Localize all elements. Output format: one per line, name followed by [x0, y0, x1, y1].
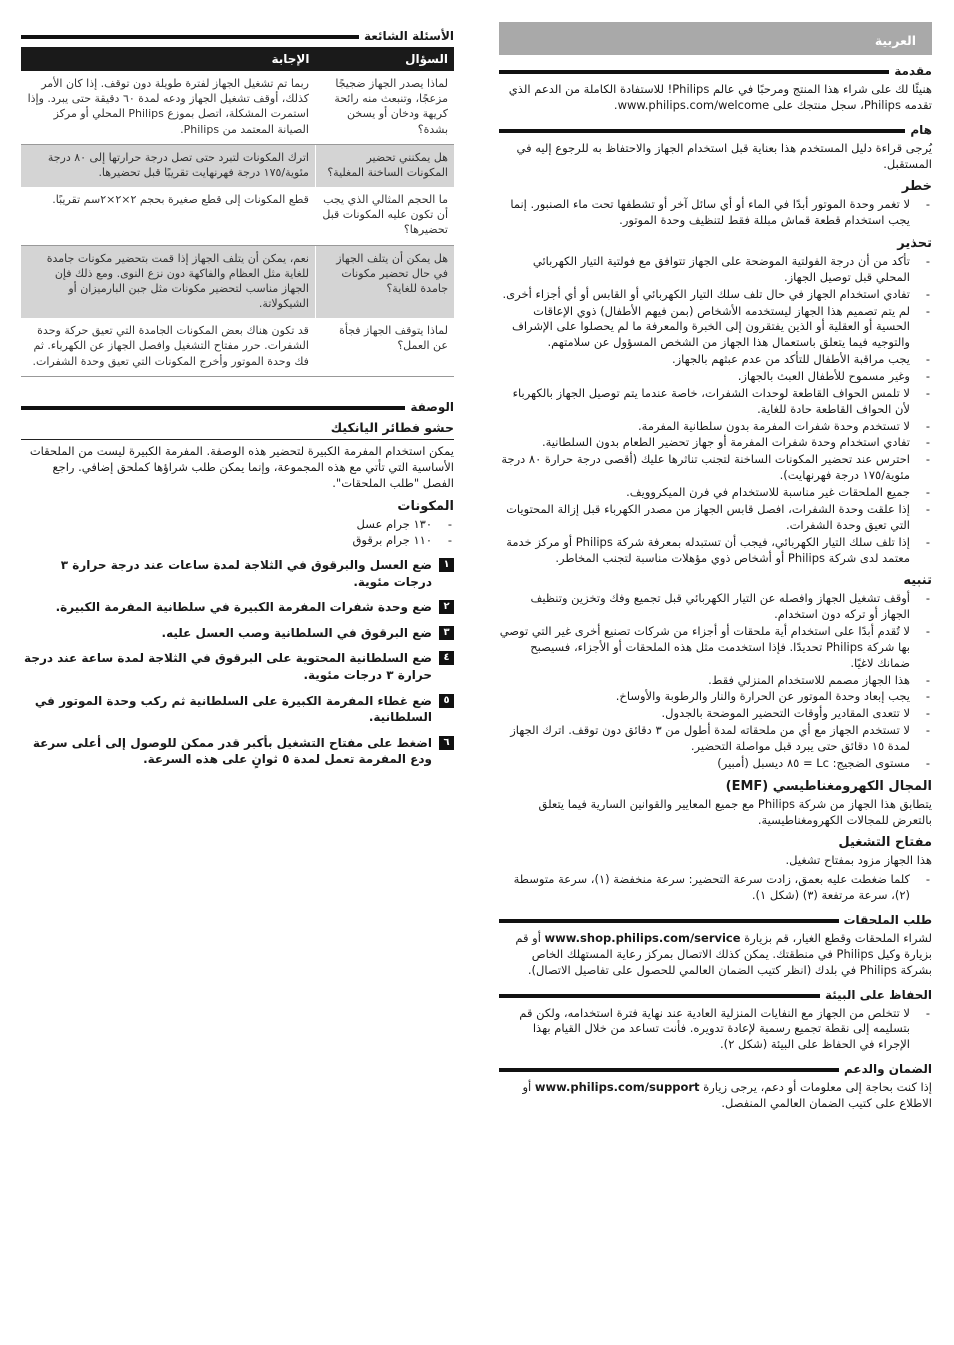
- table-row: [21, 71, 454, 144]
- list-item: - لم يتم تصميم هذا الجهاز ليستخدمه الأشخاص (بمن فيهم الأطفال) ذوي الإعاقات الحسية أو العقلية أو الذين يفتقرون إلى الخبرة والمعرفة ما لم يحصلوا على الإشراف والتوجيه فيما يتعلق باستعمال هذا الجهاز من الشخص المسؤول عن سلامتهم.: [499, 304, 932, 352]
- danger-list: [499, 197, 932, 229]
- list-item: - لا تلمس الحواف القاطعة لوحدات الشفرات، خاصة عندما يتم توصيل الجهاز بالكهرباء لأن الحواف القاطعة حادة للغاية.: [499, 386, 932, 418]
- table-row: [21, 245, 454, 318]
- section-title: الحفاظ على البيئة: [820, 987, 932, 1003]
- faq-question: هل يمكنني تحضير المكونات الساخنة المغلية؟: [315, 144, 454, 187]
- section-title: الأسئلة الشائعة: [359, 28, 454, 44]
- list-item: - لا تغمر وحدة الموتور أبدًا في الماء أو أي سائل آخر أو تشطفها تحت ماء الصنبور. إنما يجب استخدام قطعة قماش مبللة فقط لتنظيف وحدة الموتور.: [499, 197, 932, 229]
- emf-heading: المجال الكهرومغناطيسي (EMF): [725, 778, 932, 794]
- ingredients-heading: المكونات: [397, 498, 454, 514]
- list-item: - تفادي استخدام الجهاز في حال تلف سلك التيار الكهربائي أو القابس أو أي أجزاء أخرى.: [499, 287, 932, 303]
- danger-heading: خطر: [901, 179, 932, 195]
- faq-answer: نعم، يمكن أن يتلف الجهاز إذا قمت بتحضير مكونات جامدة للغاية مثل العظام والفاكهة دون نزع النوى. ومع ذلك فإن الجهاز مناسب لتحضير مكونات مثل جبن البارميزان أو الشيكولاتة.: [21, 245, 315, 318]
- list-item: - إذا تلف سلك التيار الكهربائي، فيجب أن تستبدله بمعرفة شركة Philips أو مركز خدمة معتمد لدى شركة Philips أو أشخاص ذوي مؤهلات مناسبة لتجنب المخاطر.: [499, 535, 932, 567]
- language-tab: العربية: [499, 22, 932, 55]
- warning-heading: تحذير: [897, 236, 932, 252]
- table-row: [21, 144, 454, 187]
- switch-heading: مفتاح التشغيل: [838, 835, 932, 851]
- list-item: - لا تتخلص من الجهاز مع النفايات المنزلية العادية عند نهاية فترة استخدامه، ولكن قم بتسليمه إلى نقطة تجميع رسمية لإعادة تدويره. فأنت تساعد من خلال القيام بهذا الإجراء في الحفاظ على البيئة (شكل ٢).: [499, 1006, 932, 1054]
- recipe-step: [21, 693, 454, 726]
- intro-text: هنيئًا لك على شراء هذا المنتج ومرحبًا في عالم Philips! للاستفادة الكاملة من الدعم الذي تقدمه Philips، سجل منتجك على www.philips.com/welcome.: [508, 82, 932, 112]
- faq-question: هل يمكن أن يتلف الجهاز في حال تحضير مكونات جامدة للغاية؟: [315, 245, 454, 318]
- list-item: - يجب مراقبة الأطفال للتأكد من عدم عبثهم بالجهاز.: [499, 352, 932, 368]
- list-item: - لا تتعدى المقادير وأوقات التحضير الموضحة بالجدول.: [499, 706, 932, 722]
- section-title: مقدمة: [889, 63, 932, 79]
- section-important-header: [499, 122, 932, 138]
- list-item: - لا تُقدم أبدًا على استخدام أية ملحقات أو أجزاء من شركات تصنيع أخرى غير التي توصي بها شركة Philips تحديدًا. فإذا استخدمت مثل هذه الملحقات أو الأجزاء، فسيصبح ضمانك لاغيًا.: [499, 624, 932, 672]
- step-number: ٣: [439, 626, 454, 640]
- section-title: الوصفة: [405, 399, 454, 415]
- list-item: - ١١٠ جرام برقوق: [21, 533, 454, 549]
- section-recipe-header: [21, 399, 454, 415]
- step-text: اضغط على مفتاح التشغيل بأكبر قدر ممكن للوصول إلى أعلى سرعة ودع المفرمة تعمل لمدة ٥ ثوانٍ على هذه السرعة.: [32, 735, 432, 767]
- list-item: - هذا الجهاز مصمم للاستخدام المنزلي فقط.: [499, 673, 932, 689]
- section-warranty-header: [499, 1061, 932, 1077]
- caution-list: [499, 591, 932, 771]
- list-item: - ١٣٠ جرام عسل: [21, 517, 454, 533]
- list-item: - كلما ضغطت عليه بعمق، زادت سرعة التحضير: سرعة منخفضة (١)، سرعة متوسطة (٢)، سرعة مرتفعة (٣) (شكل ١).: [499, 872, 932, 904]
- important-text: يُرجى قراءة دليل المستخدم هذا بعناية قبل استخدام الجهاز والاحتفاظ به للرجوع إليه في المستقبل.: [516, 140, 932, 171]
- section-title: طلب الملحقات: [839, 912, 933, 928]
- step-number: ٤: [439, 651, 454, 665]
- list-item: - لا تستخدم وحدة شفرات المفرمة بدون سلطانية المفرمة.: [499, 419, 932, 435]
- section-rule: [499, 70, 932, 74]
- list-item: - وغير مسموح للأطفال العبث بالجهاز.: [499, 369, 932, 385]
- step-number: ٦: [439, 736, 454, 750]
- faq-answer: قطع المكونات إلى قطع صغيرة بحجم ٢×٢×٢سم تقريبًا.: [21, 187, 315, 245]
- faq-answer: اترك المكونات لتبرد حتى تصل درجة حرارتها إلى ٨٠ درجة مئوية/١٧٥ درجة فهرنهايت تقريبًا قبل تحضيرها.: [21, 144, 315, 187]
- list-item: - تفادي استخدام وحدة شفرات المفرمة أو جهاز تحضير الطعام بدون السلطانية.: [499, 435, 932, 451]
- accessories-text-1: لشراء الملحقات وقطع الغيار، قم بزيارة: [744, 930, 932, 945]
- faq-header-row: [21, 47, 454, 71]
- warranty-text-2: أو الاطلاع على كتيب الضمان العالمي المنفصل.: [522, 1080, 932, 1110]
- warranty-text: [499, 1080, 932, 1112]
- table-row: [21, 318, 454, 376]
- faq-question: لماذا يتوقف الجهاز فجأة عن العمل؟: [315, 318, 454, 376]
- list-item: - يجب إبعاد وحدة الموتور عن الحرارة والنار والرطوبة والأوساخ.: [499, 689, 932, 705]
- list-item: - لا تستخدم الجهاز مع أي من ملحقاته لمدة أطول من ٣ دقائق دون توقف. اترك الجهاز لمدة ١٥ دقائق حتى يبرد قبل مواصلة التحضير.: [499, 723, 932, 755]
- switch-list: [499, 872, 932, 904]
- recipe-step: [21, 625, 454, 642]
- warranty-text-1: إذا كنت بحاجة إلى معلومات أو دعم، يرجى زيارة: [703, 1080, 932, 1095]
- faq-answer: قد تكون هناك بعض المكونات الجامدة التي تعيق حركة وحدة الشفرات. حرر مفتاح التشغيل وافصل الجهاز عن الكهرباء. ثم فك وحدة الموتور وأخرج المكونات التي تعيق وحدة الشفرات.: [21, 318, 315, 376]
- list-item: - تأكد من أن درجة الفولتية الموضحة على الجهاز تتوافق مع فولتية التيار الكهربائي المحلي قبل توصيل الجهاز.: [499, 254, 932, 286]
- step-text: ضع العسل والبرقوق في الثلاجة لمدة ساعات عند درجة حرارة ٣ درجات مئوية.: [60, 558, 432, 589]
- list-item: - إذا علقت وحدة الشفرات، افصل قابس الجهاز من مصدر الكهرباء قبل إزالة المحتويات التي تعيق وحدة الشفرات.: [499, 502, 932, 534]
- accessories-text-2: أو قم بزيارة وكيل Philips في منطقتك. يمكن كذلك الاتصال بمركز رعاية المستهلك الخاص بشركة Philips في بلدك (انظر كتيب الضمان العالمي للحصول على تفاصيل الاتصال).: [515, 930, 932, 977]
- step-text: ضع البرقوق في السلطانية وصب العسل عليه.: [161, 625, 432, 640]
- step-text: ضع السلطانية المحتوية على البرقوق في الثلاجة لمدة ساعة عند درجة حرارة ٣ درجات مئوية.: [24, 651, 432, 682]
- recipe-step: [21, 735, 454, 768]
- faq-col-answer: الإجابة: [21, 47, 315, 71]
- recipe-step: [21, 599, 454, 616]
- step-number: ١: [439, 558, 454, 572]
- right-column: [499, 22, 932, 1115]
- recipe-step: [21, 650, 454, 683]
- recipe-intro: يمكن استخدام المفرمة الكبيرة لتحضير هذه الوصفة. المفرمة الكبيرة ليست من الملحقات الأساسية التي تأتي مع هذه المجموعة، وإنما يمكن طلب شراؤها كملحق إضافي. راجع الفصل "طلب الملحقات".: [29, 444, 454, 490]
- section-accessories-header: [499, 912, 932, 928]
- section-title: الضمان والدعم: [839, 1061, 932, 1077]
- left-column: [21, 22, 454, 777]
- faq-question: ما الحجم المثالي الذي يجب أن تكون عليه المكونات قبل تحضيرها؟: [315, 187, 454, 245]
- faq-question: لماذا يصدر الجهاز ضجيجًا مزعجًا، وتنبعث منه رائحة كريهة ودخان أو يسخن بشدة؟: [315, 71, 454, 144]
- section-faq-header: [21, 28, 454, 44]
- recipe-name: حشو فطائر اليانكيك: [21, 419, 454, 440]
- recipe-step: [21, 557, 454, 590]
- switch-text: هذا الجهاز مزود بمفتاح تشغيل.: [785, 853, 932, 868]
- list-item: - أوقف تشغيل الجهاز وافصله عن التيار الكهربائي قبل تجميع وفك وتخزين وتنظيف الجهاز أو تركه دون استخدام.: [499, 591, 932, 623]
- table-row: [21, 187, 454, 245]
- section-rule: [499, 129, 932, 133]
- step-number: ٢: [439, 600, 454, 614]
- faq-table: [21, 47, 454, 377]
- step-number: ٥: [439, 694, 454, 708]
- ingredients-list: [21, 517, 454, 550]
- list-item: - جميع الملحقات غير مناسبة للاستخدام في فرن الميكروويف.: [499, 485, 932, 501]
- section-rule: [21, 406, 454, 410]
- faq-col-question: السؤال: [315, 47, 454, 71]
- faq-answer: ربما تم تشغيل الجهاز لفترة طويلة دون توقف. إذا كان الأمر كذلك، أوقف تشغيل الجهاز ودعه لمدة ٦٠ دقيقة حتى يبرد. وإذا استمرت المشكلة، اتصل بموزع Philips المحلي أو مركز الصيانة المعتمد من Philips.: [21, 71, 315, 144]
- section-intro-header: [499, 63, 932, 79]
- support-link[interactable]: www.philips.com/support: [534, 1080, 700, 1095]
- section-title: هام: [905, 122, 932, 138]
- emf-text: يتطابق هذا الجهاز من شركة Philips مع جميع المعايير والقوانين السارية فيما يتعلق بالتعرض للمجالات الكهرومغناطيسية.: [538, 796, 932, 827]
- step-text: ضع غطاء المفرمة الكبيرة على السلطانية ثم ركب وحدة الموتور في السلطانية.: [34, 693, 432, 725]
- warning-list: [499, 254, 932, 566]
- caution-heading: تنبيه: [903, 573, 932, 589]
- list-item: - مستوى الضجيج: Lc = ٨٥ ديسبل (أمبير): [499, 756, 932, 772]
- environment-list: [499, 1006, 932, 1054]
- step-text: ضع وحدة شفرات المفرمة الكبيرة في سلطانية المفرمة الكبيرة.: [55, 600, 432, 615]
- list-item: - احترس عند تحضير المكونات الساخنة لتجنب تناثرها عليك (أقصى درجة حرارة ٨٠ درجة مئوية/١٧٥ درجة فهرنهايت).: [499, 452, 932, 484]
- accessories-text: [499, 931, 932, 979]
- section-environment-header: [499, 987, 932, 1003]
- recipe-steps: [21, 557, 454, 767]
- shop-link[interactable]: www.shop.philips.com/service: [544, 930, 741, 945]
